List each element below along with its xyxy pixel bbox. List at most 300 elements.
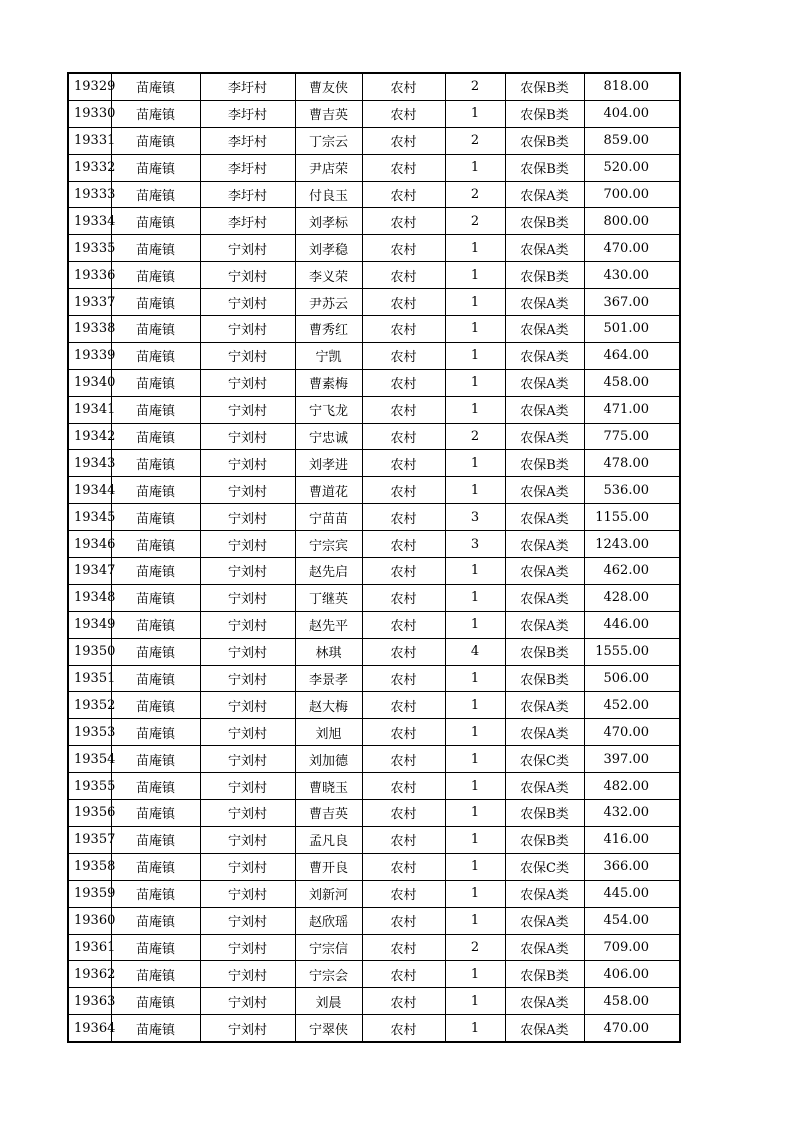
table-row	[68, 316, 680, 343]
name-cell: 刘新河	[295, 880, 362, 907]
village-cell: 宁刘村	[200, 477, 295, 504]
insurance-class-cell: 农保A类	[505, 531, 584, 558]
amount-cell: 432.00	[584, 800, 680, 827]
record-id: 19363	[68, 988, 111, 1015]
household-type-cell: 农村	[362, 531, 445, 558]
household-type-cell: 农村	[362, 396, 445, 423]
record-id: 19345	[68, 504, 111, 531]
village-cell: 宁刘村	[200, 961, 295, 988]
amount-cell: 775.00	[584, 423, 680, 450]
household-type-cell: 农村	[362, 611, 445, 638]
record-id: 19362	[68, 961, 111, 988]
insurance-class-cell: 农保A类	[505, 504, 584, 531]
record-id: 19347	[68, 558, 111, 585]
insurance-class-cell: 农保B类	[505, 100, 584, 127]
name-cell: 宁忠诚	[295, 423, 362, 450]
member-count-cell: 1	[445, 773, 505, 800]
insurance-class-cell: 农保A类	[505, 719, 584, 746]
record-id: 19361	[68, 934, 111, 961]
record-id: 19338	[68, 316, 111, 343]
town-cell: 苗庵镇	[111, 611, 200, 638]
amount-cell: 709.00	[584, 934, 680, 961]
insurance-class-cell: 农保A类	[505, 477, 584, 504]
household-type-cell: 农村	[362, 826, 445, 853]
household-type-cell: 农村	[362, 342, 445, 369]
amount-cell: 1555.00	[584, 638, 680, 665]
amount-cell: 1155.00	[584, 504, 680, 531]
village-cell: 宁刘村	[200, 611, 295, 638]
household-type-cell: 农村	[362, 907, 445, 934]
amount-cell: 478.00	[584, 450, 680, 477]
insurance-class-cell: 农保A类	[505, 880, 584, 907]
insurance-class-cell: 农保B类	[505, 450, 584, 477]
member-count-cell: 1	[445, 289, 505, 316]
amount-cell: 700.00	[584, 181, 680, 208]
table-row	[68, 880, 680, 907]
member-count-cell: 1	[445, 853, 505, 880]
household-type-cell: 农村	[362, 100, 445, 127]
name-cell: 曹吉英	[295, 800, 362, 827]
name-cell: 曹开良	[295, 853, 362, 880]
table-row	[68, 504, 680, 531]
member-count-cell: 1	[445, 584, 505, 611]
amount-cell: 428.00	[584, 584, 680, 611]
member-count-cell: 2	[445, 181, 505, 208]
household-type-cell: 农村	[362, 504, 445, 531]
town-cell: 苗庵镇	[111, 477, 200, 504]
name-cell: 孟凡良	[295, 826, 362, 853]
household-type-cell: 农村	[362, 961, 445, 988]
table-row	[68, 853, 680, 880]
table-row	[68, 961, 680, 988]
household-type-cell: 农村	[362, 262, 445, 289]
town-cell: 苗庵镇	[111, 692, 200, 719]
member-count-cell: 1	[445, 396, 505, 423]
table-row	[68, 342, 680, 369]
insurance-class-cell: 农保B类	[505, 638, 584, 665]
household-type-cell: 农村	[362, 880, 445, 907]
table-row	[68, 692, 680, 719]
village-cell: 宁刘村	[200, 316, 295, 343]
amount-cell: 367.00	[584, 289, 680, 316]
town-cell: 苗庵镇	[111, 369, 200, 396]
household-type-cell: 农村	[362, 773, 445, 800]
village-cell: 宁刘村	[200, 262, 295, 289]
town-cell: 苗庵镇	[111, 665, 200, 692]
amount-cell: 482.00	[584, 773, 680, 800]
record-id: 19344	[68, 477, 111, 504]
name-cell: 曹友侠	[295, 73, 362, 100]
table-row	[68, 423, 680, 450]
household-type-cell: 农村	[362, 988, 445, 1015]
amount-cell: 462.00	[584, 558, 680, 585]
record-id: 19349	[68, 611, 111, 638]
insurance-class-cell: 农保B类	[505, 154, 584, 181]
record-id: 19337	[68, 289, 111, 316]
member-count-cell: 1	[445, 692, 505, 719]
household-type-cell: 农村	[362, 638, 445, 665]
household-type-cell: 农村	[362, 73, 445, 100]
household-type-cell: 农村	[362, 235, 445, 262]
table-row	[68, 638, 680, 665]
town-cell: 苗庵镇	[111, 396, 200, 423]
table-row	[68, 934, 680, 961]
name-cell: 尹苏云	[295, 289, 362, 316]
name-cell: 赵先启	[295, 558, 362, 585]
member-count-cell: 1	[445, 907, 505, 934]
member-count-cell: 1	[445, 611, 505, 638]
table-row	[68, 208, 680, 235]
record-id: 19339	[68, 342, 111, 369]
town-cell: 苗庵镇	[111, 154, 200, 181]
name-cell: 刘孝标	[295, 208, 362, 235]
name-cell: 曹吉英	[295, 100, 362, 127]
member-count-cell: 1	[445, 746, 505, 773]
record-id: 19358	[68, 853, 111, 880]
household-type-cell: 农村	[362, 423, 445, 450]
table-row	[68, 800, 680, 827]
table-row	[68, 746, 680, 773]
name-cell: 宁凯	[295, 342, 362, 369]
village-cell: 宁刘村	[200, 235, 295, 262]
insurance-class-cell: 农保A类	[505, 934, 584, 961]
village-cell: 宁刘村	[200, 746, 295, 773]
name-cell: 赵大梅	[295, 692, 362, 719]
town-cell: 苗庵镇	[111, 289, 200, 316]
town-cell: 苗庵镇	[111, 773, 200, 800]
amount-cell: 404.00	[584, 100, 680, 127]
village-cell: 宁刘村	[200, 773, 295, 800]
name-cell: 丁继英	[295, 584, 362, 611]
insurance-class-cell: 农保A类	[505, 235, 584, 262]
village-cell: 宁刘村	[200, 396, 295, 423]
town-cell: 苗庵镇	[111, 181, 200, 208]
member-count-cell: 2	[445, 208, 505, 235]
record-id: 19359	[68, 880, 111, 907]
name-cell: 尹店荣	[295, 154, 362, 181]
record-id: 19350	[68, 638, 111, 665]
name-cell: 赵先平	[295, 611, 362, 638]
amount-cell: 406.00	[584, 961, 680, 988]
member-count-cell: 1	[445, 719, 505, 746]
member-count-cell: 4	[445, 638, 505, 665]
amount-cell: 470.00	[584, 1015, 680, 1042]
village-cell: 宁刘村	[200, 423, 295, 450]
village-cell: 宁刘村	[200, 531, 295, 558]
town-cell: 苗庵镇	[111, 800, 200, 827]
member-count-cell: 1	[445, 558, 505, 585]
village-cell: 宁刘村	[200, 504, 295, 531]
village-cell: 宁刘村	[200, 289, 295, 316]
insurance-class-cell: 农保B类	[505, 826, 584, 853]
member-count-cell: 2	[445, 934, 505, 961]
village-cell: 宁刘村	[200, 369, 295, 396]
member-count-cell: 1	[445, 988, 505, 1015]
name-cell: 李义荣	[295, 262, 362, 289]
town-cell: 苗庵镇	[111, 127, 200, 154]
town-cell: 苗庵镇	[111, 826, 200, 853]
town-cell: 苗庵镇	[111, 208, 200, 235]
household-type-cell: 农村	[362, 181, 445, 208]
amount-cell: 458.00	[584, 369, 680, 396]
village-cell: 宁刘村	[200, 342, 295, 369]
name-cell: 刘旭	[295, 719, 362, 746]
table-row	[68, 73, 680, 100]
amount-cell: 416.00	[584, 826, 680, 853]
name-cell: 付良玉	[295, 181, 362, 208]
village-cell: 宁刘村	[200, 853, 295, 880]
member-count-cell: 1	[445, 880, 505, 907]
insurance-class-cell: 农保A类	[505, 988, 584, 1015]
table-row	[68, 826, 680, 853]
member-count-cell: 1	[445, 316, 505, 343]
village-cell: 李圩村	[200, 181, 295, 208]
household-type-cell: 农村	[362, 665, 445, 692]
record-id: 19332	[68, 154, 111, 181]
amount-cell: 397.00	[584, 746, 680, 773]
insurance-class-cell: 农保B类	[505, 262, 584, 289]
amount-cell: 458.00	[584, 988, 680, 1015]
town-cell: 苗庵镇	[111, 988, 200, 1015]
household-type-cell: 农村	[362, 934, 445, 961]
insurance-class-cell: 农保A类	[505, 907, 584, 934]
town-cell: 苗庵镇	[111, 961, 200, 988]
member-count-cell: 1	[445, 100, 505, 127]
village-cell: 宁刘村	[200, 450, 295, 477]
name-cell: 曹素梅	[295, 369, 362, 396]
record-id: 19352	[68, 692, 111, 719]
town-cell: 苗庵镇	[111, 235, 200, 262]
town-cell: 苗庵镇	[111, 316, 200, 343]
village-cell: 宁刘村	[200, 1015, 295, 1042]
record-id: 19364	[68, 1015, 111, 1042]
household-type-cell: 农村	[362, 127, 445, 154]
table-row	[68, 235, 680, 262]
record-id: 19336	[68, 262, 111, 289]
town-cell: 苗庵镇	[111, 262, 200, 289]
town-cell: 苗庵镇	[111, 423, 200, 450]
member-count-cell: 1	[445, 262, 505, 289]
household-type-cell: 农村	[362, 1015, 445, 1042]
member-count-cell: 1	[445, 1015, 505, 1042]
member-count-cell: 1	[445, 665, 505, 692]
name-cell: 宁宗会	[295, 961, 362, 988]
table-row	[68, 988, 680, 1015]
table-row	[68, 558, 680, 585]
household-type-cell: 农村	[362, 208, 445, 235]
village-cell: 宁刘村	[200, 665, 295, 692]
village-cell: 宁刘村	[200, 988, 295, 1015]
table-row	[68, 450, 680, 477]
name-cell: 刘孝进	[295, 450, 362, 477]
table-row	[68, 396, 680, 423]
village-cell: 宁刘村	[200, 826, 295, 853]
table-row	[68, 584, 680, 611]
amount-cell: 1243.00	[584, 531, 680, 558]
name-cell: 宁苗苗	[295, 504, 362, 531]
table-row	[68, 181, 680, 208]
household-type-cell: 农村	[362, 316, 445, 343]
insurance-class-cell: 农保B类	[505, 73, 584, 100]
town-cell: 苗庵镇	[111, 100, 200, 127]
amount-cell: 452.00	[584, 692, 680, 719]
table-row	[68, 665, 680, 692]
amount-cell: 800.00	[584, 208, 680, 235]
village-cell: 李圩村	[200, 154, 295, 181]
household-type-cell: 农村	[362, 719, 445, 746]
amount-cell: 470.00	[584, 235, 680, 262]
amount-cell: 445.00	[584, 880, 680, 907]
table-row	[68, 719, 680, 746]
insurance-class-cell: 农保A类	[505, 773, 584, 800]
insurance-class-cell: 农保B类	[505, 800, 584, 827]
town-cell: 苗庵镇	[111, 450, 200, 477]
household-type-cell: 农村	[362, 369, 445, 396]
record-id: 19355	[68, 773, 111, 800]
name-cell: 丁宗云	[295, 127, 362, 154]
village-cell: 宁刘村	[200, 719, 295, 746]
table-row	[68, 477, 680, 504]
insurance-class-cell: 农保A类	[505, 316, 584, 343]
member-count-cell: 2	[445, 127, 505, 154]
insurance-class-cell: 农保B类	[505, 208, 584, 235]
amount-cell: 506.00	[584, 665, 680, 692]
insurance-class-cell: 农保A类	[505, 584, 584, 611]
town-cell: 苗庵镇	[111, 907, 200, 934]
amount-cell: 501.00	[584, 316, 680, 343]
amount-cell: 366.00	[584, 853, 680, 880]
record-id: 19329	[68, 73, 111, 100]
name-cell: 林琪	[295, 638, 362, 665]
record-id: 19335	[68, 235, 111, 262]
name-cell: 刘孝稳	[295, 235, 362, 262]
amount-cell: 454.00	[584, 907, 680, 934]
insurance-class-cell: 农保A类	[505, 1015, 584, 1042]
insurance-class-cell: 农保A类	[505, 611, 584, 638]
record-id: 19348	[68, 584, 111, 611]
name-cell: 赵欣瑶	[295, 907, 362, 934]
record-id: 19333	[68, 181, 111, 208]
member-count-cell: 1	[445, 450, 505, 477]
town-cell: 苗庵镇	[111, 719, 200, 746]
member-count-cell: 1	[445, 369, 505, 396]
village-cell: 李圩村	[200, 127, 295, 154]
household-type-cell: 农村	[362, 584, 445, 611]
insurance-class-cell: 农保B类	[505, 665, 584, 692]
village-cell: 宁刘村	[200, 584, 295, 611]
insurance-class-cell: 农保C类	[505, 746, 584, 773]
name-cell: 曹晓玉	[295, 773, 362, 800]
record-id: 19360	[68, 907, 111, 934]
record-id: 19357	[68, 826, 111, 853]
name-cell: 宁飞龙	[295, 396, 362, 423]
member-count-cell: 2	[445, 73, 505, 100]
table-row	[68, 289, 680, 316]
village-cell: 李圩村	[200, 73, 295, 100]
table-row	[68, 127, 680, 154]
insurance-class-cell: 农保A类	[505, 692, 584, 719]
record-id: 19343	[68, 450, 111, 477]
village-cell: 李圩村	[200, 100, 295, 127]
insurance-class-cell: 农保A类	[505, 369, 584, 396]
insurance-class-cell: 农保B类	[505, 127, 584, 154]
member-count-cell: 1	[445, 342, 505, 369]
name-cell: 李景孝	[295, 665, 362, 692]
household-type-cell: 农村	[362, 692, 445, 719]
insurance-class-cell: 农保A类	[505, 423, 584, 450]
name-cell: 宁宗宾	[295, 531, 362, 558]
town-cell: 苗庵镇	[111, 558, 200, 585]
record-id: 19353	[68, 719, 111, 746]
member-count-cell: 3	[445, 531, 505, 558]
table-row	[68, 907, 680, 934]
member-count-cell: 1	[445, 235, 505, 262]
name-cell: 宁宗信	[295, 934, 362, 961]
record-id: 19331	[68, 127, 111, 154]
amount-cell: 859.00	[584, 127, 680, 154]
name-cell: 刘加德	[295, 746, 362, 773]
name-cell: 宁翠侠	[295, 1015, 362, 1042]
household-type-cell: 农村	[362, 853, 445, 880]
name-cell: 曹秀红	[295, 316, 362, 343]
amount-cell: 520.00	[584, 154, 680, 181]
table-row	[68, 611, 680, 638]
village-cell: 宁刘村	[200, 692, 295, 719]
table-row	[68, 1015, 680, 1042]
member-count-cell: 3	[445, 504, 505, 531]
village-cell: 李圩村	[200, 208, 295, 235]
insurance-class-cell: 农保B类	[505, 961, 584, 988]
record-id: 19330	[68, 100, 111, 127]
amount-cell: 446.00	[584, 611, 680, 638]
town-cell: 苗庵镇	[111, 531, 200, 558]
record-id: 19334	[68, 208, 111, 235]
table-row	[68, 262, 680, 289]
table-row	[68, 154, 680, 181]
table-row	[68, 369, 680, 396]
insurance-class-cell: 农保A类	[505, 289, 584, 316]
town-cell: 苗庵镇	[111, 73, 200, 100]
amount-cell: 536.00	[584, 477, 680, 504]
village-cell: 宁刘村	[200, 934, 295, 961]
insurance-class-cell: 农保C类	[505, 853, 584, 880]
member-count-cell: 1	[445, 961, 505, 988]
name-cell: 曹道花	[295, 477, 362, 504]
amount-cell: 430.00	[584, 262, 680, 289]
household-type-cell: 农村	[362, 558, 445, 585]
amount-cell: 471.00	[584, 396, 680, 423]
table-row	[68, 531, 680, 558]
member-count-cell: 1	[445, 800, 505, 827]
record-id: 19354	[68, 746, 111, 773]
insurance-class-cell: 农保A类	[505, 558, 584, 585]
town-cell: 苗庵镇	[111, 934, 200, 961]
village-cell: 宁刘村	[200, 907, 295, 934]
household-type-cell: 农村	[362, 289, 445, 316]
name-cell: 刘晨	[295, 988, 362, 1015]
town-cell: 苗庵镇	[111, 1015, 200, 1042]
insurance-class-cell: 农保A类	[505, 181, 584, 208]
member-count-cell: 1	[445, 826, 505, 853]
household-type-cell: 农村	[362, 154, 445, 181]
village-cell: 宁刘村	[200, 558, 295, 585]
member-count-cell: 1	[445, 477, 505, 504]
record-id: 19340	[68, 369, 111, 396]
village-cell: 宁刘村	[200, 880, 295, 907]
record-id: 19342	[68, 423, 111, 450]
household-type-cell: 农村	[362, 450, 445, 477]
table-row	[68, 100, 680, 127]
